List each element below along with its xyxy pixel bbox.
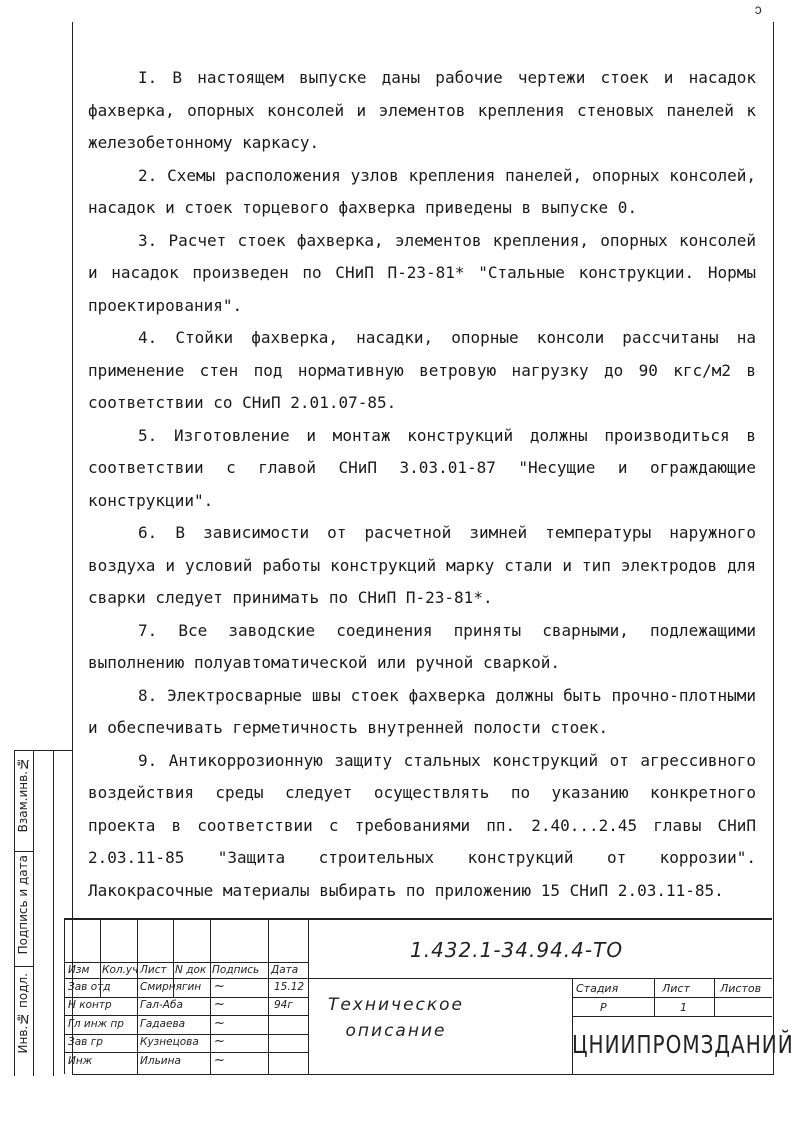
stamp-name: Ильина: [140, 1055, 181, 1067]
stamp-signature: ~: [214, 979, 225, 994]
paragraph-8: [88, 680, 756, 745]
paragraph-3: [88, 225, 756, 323]
stamp-name: Гал-Аба: [140, 999, 183, 1011]
paragraph-text: В настоящем выпуске даны рабочие чертежи стоек и насадок фахверка, опорных консолей и элементов крепления стеновых панелей к железобетонному каркасу.: [88, 68, 756, 152]
stamp-date: 15.12: [274, 981, 305, 993]
stamp-header-cell: Лист: [140, 964, 167, 976]
sidebar-inv-number-label: Инв.№ подл.: [16, 973, 30, 1054]
document-title-line1: Техническое: [327, 995, 465, 1015]
document-title-line2: описание: [345, 1021, 447, 1041]
paragraph-number: 7.: [138, 620, 158, 640]
sidebar-divider: [15, 966, 33, 967]
paragraph-number: I.: [138, 68, 158, 87]
paragraph-number: 4.: [138, 328, 158, 347]
paragraph-text: В зависимости от расчетной зимней температуры наружного воздуха и условий работы конструкций марку стали и тип электродов для сварки следует принимать по СНиП П-23-81*.: [88, 523, 756, 607]
sidebar-divider: [15, 851, 33, 852]
stamp-signature: ~: [214, 1034, 225, 1049]
paragraph-7: [88, 615, 756, 680]
stamp-name: Смирнягин: [140, 981, 202, 993]
paragraph-text: Электросварные швы стоек фахверка должны быть прочно-плотными и обеспечивать герметичность внутренней полости стоек.: [88, 685, 756, 737]
stamp-header-cell: Дата: [271, 964, 299, 976]
stamp-date: 94г: [274, 999, 293, 1011]
paragraph-number: 9.: [138, 750, 158, 770]
stage-value: Р: [600, 1001, 607, 1014]
stamp-role: Зав гр: [68, 1036, 103, 1048]
paragraph-2: [88, 160, 756, 225]
paragraph-number: 3.: [138, 230, 158, 250]
stamp-header-cell: Изм: [68, 964, 90, 976]
paragraph-text: Схемы расположения узлов крепления панелей, опорных консолей, насадок и стоек торцевого фахверка приведены в выпуске 0.: [88, 165, 756, 217]
paragraph-number: 8.: [138, 685, 158, 705]
stamp-header-cell: Подпись: [212, 964, 260, 976]
paragraph-text: Все заводские соединения приняты сварными, подлежащими выполнению полуавтоматической или ручной сваркой.: [88, 620, 756, 672]
paragraph-number: 2.: [138, 165, 158, 185]
sheet-value: 1: [680, 1001, 687, 1014]
sheets-header: Листов: [720, 982, 762, 995]
stamp-signature: ~: [214, 1053, 225, 1068]
stamp-header-cell: Кол.уч: [102, 964, 139, 976]
paragraph-text: Стойки фахверка, насадки, опорные консоли рассчитаны на применение стен под нормативную ветровую нагрузку до 90 кгс/м2 в соответствии со СНиП 2.01.07-85.: [88, 328, 756, 412]
stamp-role: Инж: [68, 1055, 93, 1067]
paragraph-5: [88, 420, 756, 518]
sidebar-divider: [53, 751, 54, 1076]
stamp-signature: ~: [214, 1016, 225, 1031]
paragraph-number: 5.: [138, 425, 158, 445]
paragraph-9: [88, 745, 756, 908]
stage-header: Стадия: [576, 982, 619, 995]
paragraph-text: Расчет стоек фахверка, элементов крепления, опорных консолей и насадок произведен по СНиП П-23-81* "Стальные конструкции. Нормы проектирования".: [88, 230, 757, 315]
paragraph-text: Изготовление и монтаж конструкций должны производиться в соответствии с главой СНиП 3.03.01-87 "Несущие и ограждающие конструкции".: [88, 425, 756, 510]
paragraph-1: [88, 62, 756, 160]
sidebar-replacement-inv-label: Взам.инв.№: [16, 757, 30, 833]
stamp-header-cell: N док: [175, 964, 207, 976]
stamp-name: Кузнецова: [140, 1036, 199, 1048]
sidebar-divider: [33, 751, 34, 1076]
stamp-role: Н контр: [68, 999, 112, 1011]
stamp-role: Гл инж пр: [68, 1018, 124, 1030]
paragraph-text: Антикоррозионную защиту стальных конструкций от агрессивного воздействия среды следует осуществлять по указанию конкретного проекта в соответствии с требованиями пп. 2.40...2.45 главы СНиП 2.03.11-85 "Защита строительных конструкций от коррозии". Лакокрасочные материалы выбирать по приложению 15 СНиП 2.03.11-85.: [88, 750, 757, 900]
document-title: [296, 992, 496, 1044]
paragraph-number: 6.: [138, 523, 158, 542]
stamp-role: Зав отд: [68, 981, 111, 993]
sheet-header: Лист: [662, 982, 690, 995]
stamp-signature: ~: [214, 997, 225, 1012]
paragraph-6: [88, 517, 756, 615]
paragraph-4: [88, 322, 756, 420]
sidebar-signature-date-label: Подпись и дата: [16, 855, 30, 955]
document-body: [88, 62, 756, 907]
document-code: 1.432.1-34.94.4-ТО: [410, 938, 624, 962]
organization-name: ЦНИИПРОМЗДАНИЙ: [572, 1029, 794, 1059]
corner-mark: ↄ: [754, 2, 763, 18]
stamp-name: Гадаева: [140, 1018, 186, 1030]
